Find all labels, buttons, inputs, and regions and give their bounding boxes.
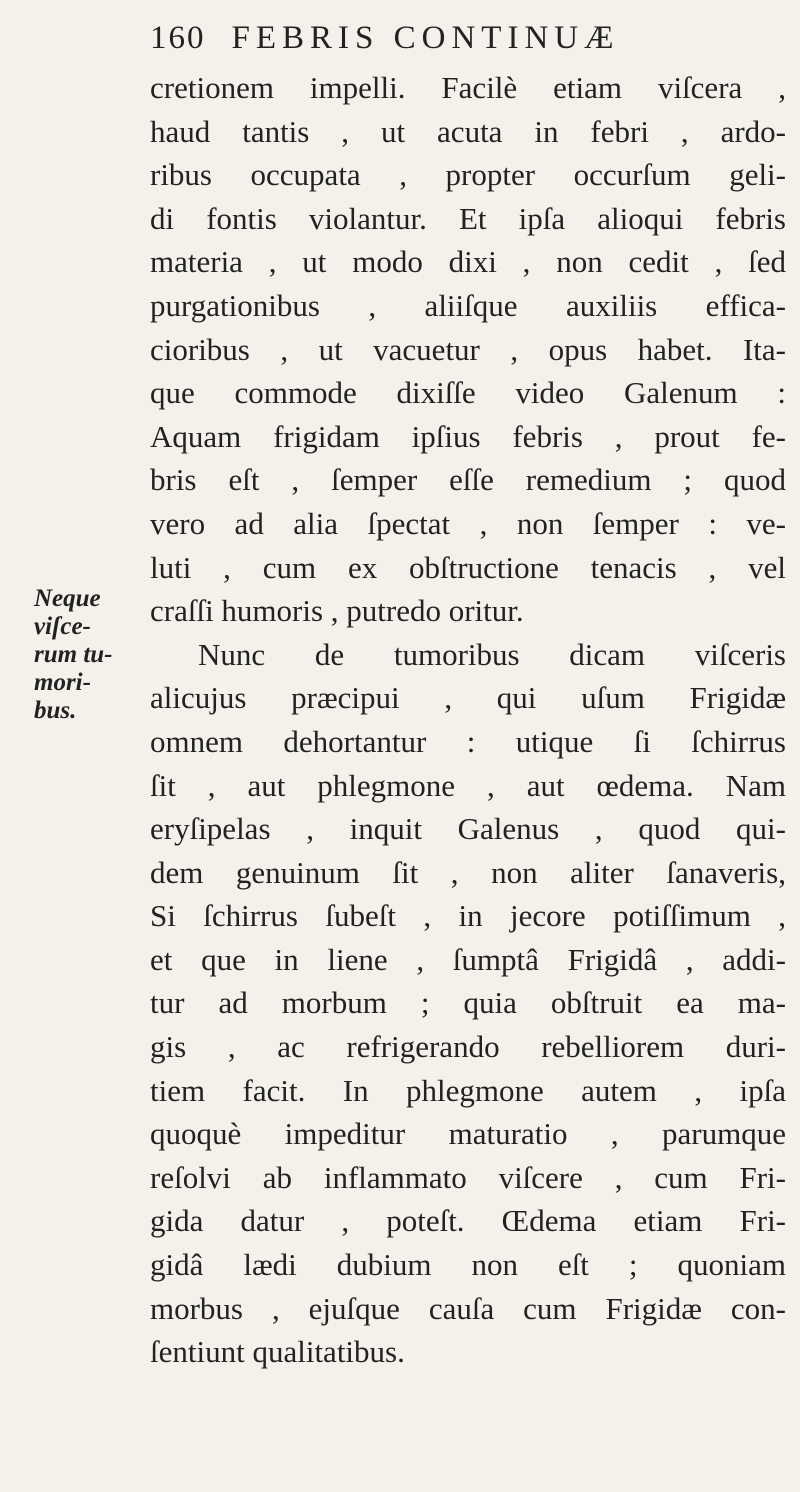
marginal-note-line: mori-: [34, 669, 91, 696]
text-line: cretionem impelli. Facilè etiam viſcera ,: [150, 70, 786, 105]
marginal-note-line: Neque: [34, 585, 101, 612]
text-line: Aquam frigidam ipſius febris , prout fe-: [150, 418, 786, 454]
text-line: ſentiunt qualitatibus.: [150, 1334, 405, 1370]
running-title: FEBRIS CONTINUÆ: [231, 20, 620, 56]
text-line: eryſipelas , inquit Galenus , quod qui-: [150, 811, 786, 847]
text-line: haud tantis , ut acuta in febri , ardo-: [150, 113, 786, 149]
text-line: Nunc de tumoribus dicam viſceris: [198, 636, 786, 672]
marginal-note-line: bus.: [34, 697, 77, 724]
marginal-note-line: viſce-: [34, 613, 91, 640]
text-line: vero ad alia ſpectat , non ſemper : ve-: [150, 505, 786, 541]
text-line: dem genuinum ſit , non aliter ſanaveris,: [150, 854, 786, 890]
text-line: ribus occupata , propter occurſum geli-: [150, 157, 786, 193]
running-header: [150, 20, 619, 57]
text-line: materia , ut modo dixi , non cedit , ſed: [150, 244, 786, 280]
text-line: gida datur , poteſt. Œdema etiam Fri-: [150, 1203, 786, 1239]
text-line: ſit , aut phlegmone , aut œdema. Nam: [150, 767, 786, 803]
text-line: que commode dixiſſe video Galenum :: [150, 375, 786, 411]
text-line: quoquè impeditur maturatio , parumque: [150, 1116, 786, 1152]
text-line: tur ad morbum ; quia obſtruit ea ma-: [150, 985, 786, 1021]
marginal-note-line: rum tu-: [34, 641, 113, 668]
text-line: tiem facit. In phlegmone autem , ipſa: [150, 1072, 786, 1108]
body-text: [150, 66, 786, 1374]
text-line: gis , ac refrigerando rebelliorem duri-: [150, 1029, 786, 1065]
text-line: Si ſchirrus ſubeſt , in jecore potiſſimum ,: [150, 898, 786, 934]
text-line: alicujus præcipui , qui uſum Frigidæ: [150, 680, 786, 716]
text-line: reſolvi ab inflammato viſcere , cum Fri-: [150, 1159, 786, 1195]
text-line: bris eſt , ſemper eſſe remedium ; quod: [150, 462, 786, 498]
text-line: omnem dehortantur : utique ſi ſchirrus: [150, 723, 786, 759]
text-line: purgationibus , aliiſque auxiliis effica-: [150, 287, 786, 323]
text-line: di fontis violantur. Et ipſa alioqui febris: [150, 200, 786, 236]
text-line: craſſi humoris , putredo oritur.: [150, 593, 524, 629]
marginal-note: [34, 585, 144, 725]
text-line: gidâ lædi dubium non eſt ; quoniam: [150, 1247, 786, 1283]
page-number: 160: [150, 20, 206, 56]
text-line: luti , cum ex obſtructione tenacis , vel: [150, 549, 786, 585]
text-line: et que in liene , ſumptâ Frigidâ , addi-: [150, 941, 786, 977]
text-line: cioribus , ut vacuetur , opus habet. Ita-: [150, 331, 786, 367]
text-line: morbus , ejuſque cauſa cum Frigidæ con-: [150, 1290, 786, 1326]
